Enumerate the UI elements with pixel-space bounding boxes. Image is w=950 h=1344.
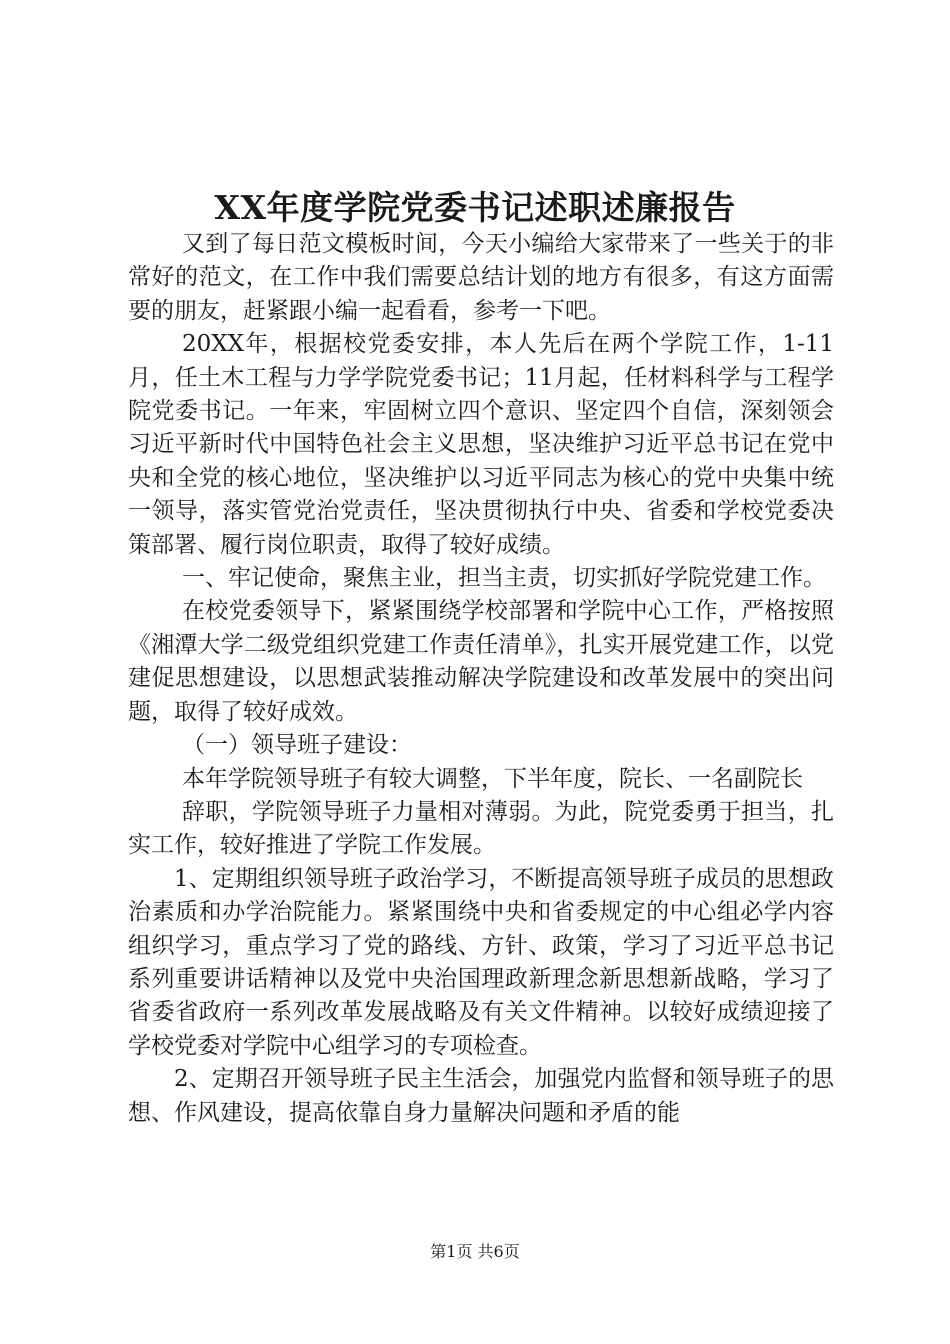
document-body [128,228,834,1130]
paragraph-section-1: 在校党委领导下，紧紧围绕学校部署和学院中心工作，严格按照《湘潭大学二级党组织党建工作责任清单》，扎实开展党建工作，以党建促思想建设，以思想武装推动解决学院建设和改革发展中的突出问题，取得了较好成效。 [128,598,834,725]
paragraph-overview: 20XX年，根据校党委安排，本人先后在两个学院工作，1-11月，任土木工程与力学学院党委书记；11月起，任材料科学与工程学院党委书记。一年来，牢固树立四个意识、坚定四个自信，深刻领会习近平新时代中国特色社会主义思想，坚决维护习近平总书记在党中央和全党的核心地位，坚决维护以习近平同志为核心的党中央集中统一领导，落实管党治党责任，坚决贯彻执行中央、省委和学校党委决策部署、履行岗位职责，取得了较好成绩。 [128,331,834,558]
paragraph-item-2: 2、定期召开领导班子民主生活会，加强党内监督和领导班子的思想、作风建设，提高依靠自身力量解决问题和矛盾的能 [128,1066,834,1126]
subsection-heading-1: （一）领导班子建设： [182,732,412,759]
paragraph-team-resign: 辞职，学院领导班子力量相对薄弱。为此，院党委勇于担当，扎实工作，较好推进了学院工作发展。 [128,798,834,859]
page-footer: 第1页 共6页 [430,1242,520,1261]
paragraph-team-change: 本年学院领导班子有较大调整，下半年度，院长、一名副院长 [182,765,803,792]
paragraph-intro: 又到了每日范文模板时间，今天小编给大家带来了一些关于的非常好的范文，在工作中我们需要总结计划的地方有很多，有这方面需要的朋友，赶紧跟小编一起看看，参考一下吧。 [128,231,834,324]
section-heading-1: 一、牢记使命，聚焦主业，担当主责，切实抓好学院党建工作。 [182,565,826,592]
paragraph-item-1: 1、定期组织领导班子政治学习，不断提高领导班子成员的思想政治素质和办学治院能力。紧紧围绕中央和省委规定的中心组必学内容组织学习，重点学习了党的路线、方针、政策，学习了习近平总书记系列重要讲话精神以及党中央治国理政新理念新思想新战略，学习了省委省政府一系列改革发展战略及有关文件精神。以较好成绩迎接了学校党委对学院中心组学习的专项检查。 [128,865,834,1059]
document-title: XX年度学院党委书记述职述廉报告 [214,188,736,227]
